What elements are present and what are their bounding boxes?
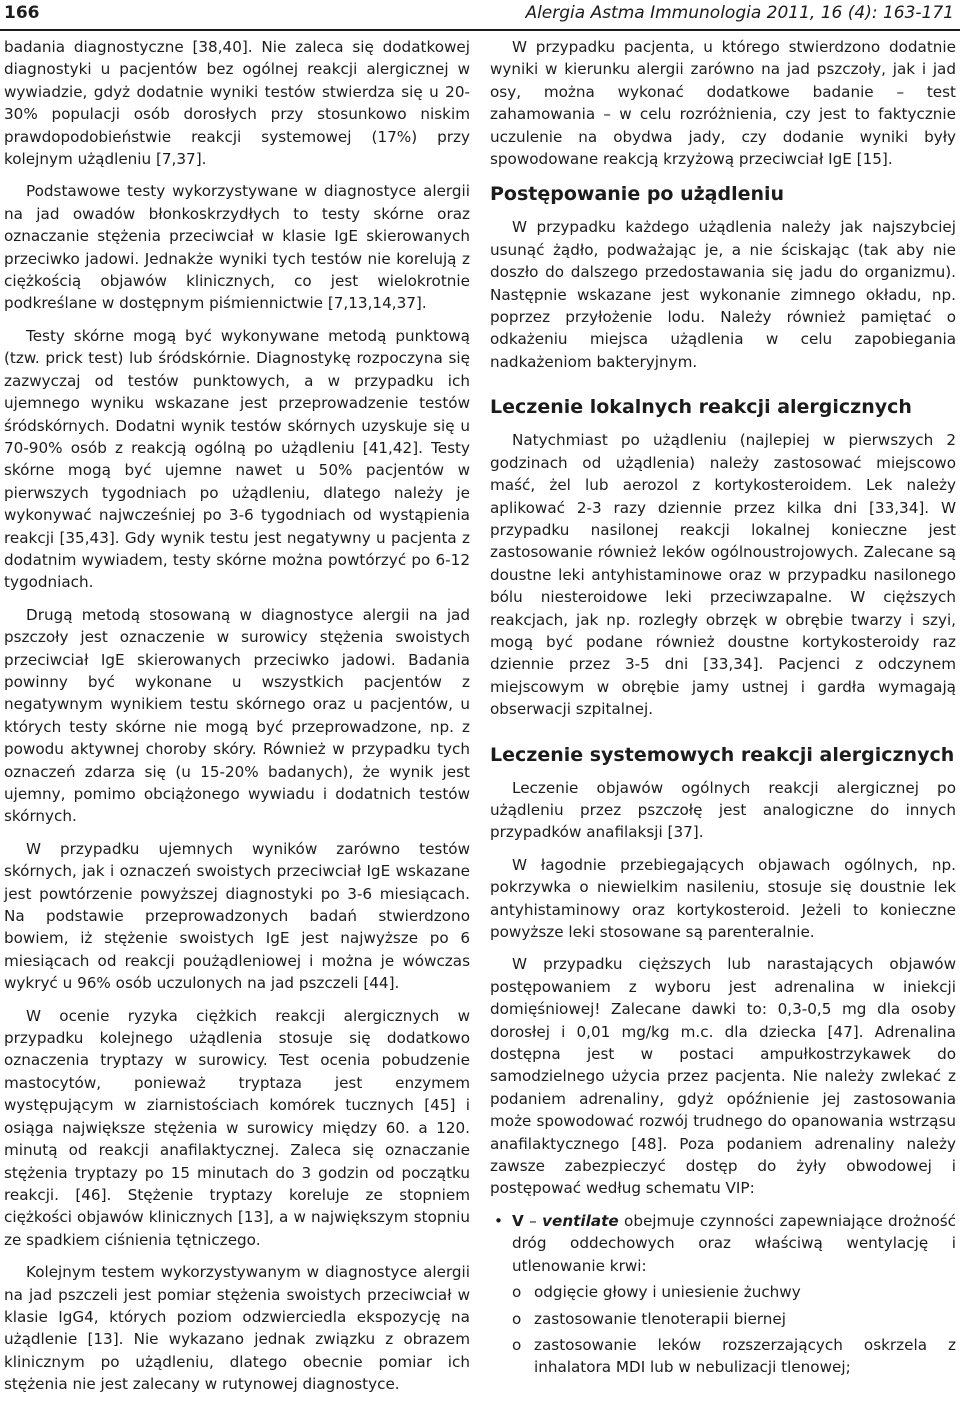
list-item (490, 1210, 956, 1379)
sub-list-item (512, 1334, 956, 1379)
paragraph: Podstawowe testy wykorzystywane w diagnostyce alergii na jad owadów błonkoskrzydłych to testy skórne oraz oznaczanie stężenia przeciwciał w klasie IgE skierowanych przeciwko jadowi. Jednakże wyniki tych testów nie korelują z ciężkością objawów klinicznych, co jest wielokrotnie podkreślane w dostępnym piśmiennictwie [7,13,14,37]. (4, 182, 470, 313)
dash: – (529, 1211, 537, 1230)
paragraph: Testy skórne mogą być wykonywane metodą punktową (tzw. prick test) lub śródskórnie. Diagnostykę rozpoczyna się zazwyczaj od testów punktowych, a w przypadku ich ujemnego wyniku wskazane jest przeprowadzenie testów śródskórnych. Dodatni wynik testów skórnych uzyskuje się u 70-90% osób z reakcją ogólną po użądleniu [41,42]. Testy skórne mogą być ujemne nawet u 50% pacjentów w pierwszych tygodniach po użądleniu, dlatego należy je wykonywać najwcześniej po 3-6 tygodniach od wystąpienia reakcji [35,43]. Gdy wynik testu jest negatywny u pacjenta z dodatnim wywiadem, testy skórne można powtórzyć po 6-12 tygodniach. (4, 326, 470, 592)
page-number: 166 (4, 3, 40, 23)
sub-list-item (512, 1308, 956, 1330)
paragraph: badania diagnostyczne [38,40]. Nie zaleca się dodatkowej diagnostyki u pacjentów bez ogólnej reakcji alergicznej w wywiadzie, gdyż dodatnie wyniki testów stwierdza się u 20-30% populacji osób dorosłych przy stosunkowo niskim prawdopodobieństwie reakcji systemowej (17%) przy kolejnym użądleniu [7,37]. (4, 38, 470, 169)
journal-citation: Alergia Astma Immunologia 2011, 16 (4): 163-171 (525, 3, 954, 23)
header-rule (0, 29, 960, 31)
paragraph: W przypadku pacjenta, u którego stwierdzono dodatnie wyniki w kierunku alergii zarówno na jad pszczoły, jak i jad osy, można wykonać dodatkowe badanie – test zahamowania – w celu rozróżnienia, czy jest to faktycznie uczulenie na obydwa jady, czy dodanie wyniki były spowodowane reakcją krzyżową przeciwciał IgE [15]. (490, 38, 956, 169)
sub-bullet-marker: o (512, 1335, 522, 1354)
right-column (490, 36, 956, 1385)
sub-list-item (512, 1281, 956, 1303)
section-heading: Postępowanie po użądleniu (490, 183, 785, 206)
paragraph: Leczenie objawów ogólnych reakcji alergicznej po użądleniu przez pszczołę jest analogiczne do innych przypadków anafilaksji [37]. (490, 778, 956, 842)
vip-letter: V (512, 1211, 524, 1230)
sub-bullet-marker: o (512, 1283, 522, 1302)
paragraph: Natychmiast po użądleniu (najlepiej w pierwszych 2 godzinach od użądlenia) należy zastosować miejscowo maść, żel lub aerozol z kortykosteroidem. Lek należy aplikować 2-3 razy dziennie przez kilka dni [33,34]. W przypadku nasilonej reakcji lokalnej konieczne jest zastosowanie również leków ogólnoustrojowych. Zalecane są doustne leki antyhistaminowe oraz w przypadku nasilonego bólu niesteroidowe leki przeciwzapalne. W cięższych reakcjach, jak np. rozległy obrzęk w obrębie twarzy i szyi, mogą być podane również doustne kortykosteroidy raz dziennie przez 3-5 dni [33,34]. Pacjenci z odczynem miejscowym w obrębie jamy ustnej i gardła wymagają obserwacji szpitalnej. (490, 431, 956, 719)
vip-description: obejmuje czynności zapewniające drożność dróg oddechowych oraz właściwą wentylację i utlenowanie krwi: (512, 1211, 957, 1275)
section-heading: Leczenie systemowych reakcji alergicznych (490, 743, 955, 766)
left-column (4, 36, 470, 1406)
sub-list (512, 1281, 956, 1379)
sub-item-text: zastosowanie leków rozszerzających oskrzela z inhalatora MDI lub w nebulizacji tlenowej; (534, 1335, 956, 1377)
paragraph: Drugą metodą stosowaną w diagnostyce alergii na jad pszczoły jest oznaczenie w surowicy stężenia swoistych przeciwciał IgE skierowanych przeciwko jadowi. Badania powinny być wykonane u wszystkich pacjentów z negatywnym wynikiem testu skórnego oraz u pacjentów, u których testy skórne nie mogą być przeprowadzone, np. z powodu aktywnej choroby skóry. Również w przypadku tych oznaczeń zdarza się (u 15-20% badanych), że wynik jest ujemny, pomimo obciążonego wywiadu i dodatnich testów skórnych. (4, 605, 470, 826)
sub-item-text: odgięcie głowy i uniesienie żuchwy (534, 1283, 801, 1302)
paragraph: W przypadku ujemnych wyników zarówno testów skórnych, jak i oznaczeń swoistych przeciwciał IgE wskazane jest powtórzenie powyższej diagnostyki po 3-6 miesiącach. Na podstawie przeprowadzonych badań stwierdzono bowiem, iż stężenie swoistych IgE jest najwyższe po 6 miesiącach od reakcji poużądleniowej i można je wówczas wykryć u 96% osób uczulonych na jad pszczeli [44]. (4, 839, 470, 993)
paragraph: W ocenie ryzyka ciężkich reakcji alergicznych w przypadku kolejnego użądlenia stosuje się dodatkowo oznaczenia tryptazy w surowicy. Test ocenia pobudzenie mastocytów, ponieważ tryptaza jest enzymem występującym w ziarnistościach komórek tucznych [45] i osiąga największe stężenia w surowicy między 60. a 120. minutą od reakcji anafilaktycznej. Zaleca się oznaczanie stężenia tryptazy po 15 minutach do 3 godzin od początku reakcji. [46]. Stężenie tryptazy koreluje ze stopniem ciężkości objawów klinicznych [13], a w największym stopniu ze spadkiem ciśnienia tętniczego. (4, 1006, 470, 1249)
sub-bullet-marker: o (512, 1309, 522, 1328)
paragraph: W przypadku każdego użądlenia należy jak najszybciej usunąć żądło, podważając je, a nie ściskając (tak aby nie doszło do dalszego przedostawania się jadu do organizmu). Następnie wskazane jest wykonanie zimnego okładu, np. poprzez przyłożenie lodu. Należy również pamiętać o odkażeniu miejsca użądlenia w celu zapobiegania nadkażeniom bakteryjnym. (490, 218, 956, 371)
section-heading: Leczenie lokalnych reakcji alergicznych (490, 396, 912, 419)
paragraph: W przypadku cięższych lub narastających objawów postępowaniem z wyboru jest adrenalina w iniekcji domięśniowej! Zalecane dawki to: 0,3-0,5 mg dla osoby dorosłej i 0,01 mg/kg m.c. dla dziecka [47]. Adrenalina dostępna jest w postaci ampułkostrzykawek do samodzielnego użycia przez pacjenta. Nie należy zwlekać z podaniem adrenaliny, gdyż opóźnienie jej zastosowania może spowodować rozwój trudnego do opanowania wstrząsu anafilaktycznego [48]. Poza podaniem adrenaliny należy zawsze zabezpieczyć dostęp do żyły obwodowej i postępować według schematu VIP: (490, 955, 956, 1198)
paragraph: Kolejnym testem wykorzystywanym w diagnostyce alergii na jad pszczeli jest pomiar stężenia swoistych przeciwciał w klasie IgG4, których poziom odzwierciedla ekspozycję na użądlenie [13]. Nie wykazano jednak związku z obrazem klinicznym po użądleniu, dlatego obecnie pomiar ich stężenia nie jest zalecany w rutynowej diagnostyce. (4, 1263, 470, 1394)
paragraph: W łagodnie przebiegających objawach ogólnych, np. pokrzywka o niewielkim nasileniu, stosuje się doustnie lek antyhistaminowy oraz kortykosteroid. Jeżeli to konieczne powyższe leki stosowane są parenteralnie. (490, 855, 956, 941)
sub-item-text: zastosowanie tlenoterapii biernej (534, 1309, 786, 1328)
bullet-marker: • (494, 1211, 503, 1230)
vip-list (490, 1210, 956, 1379)
vip-term: ventilate (542, 1211, 619, 1230)
page-header (0, 0, 960, 27)
